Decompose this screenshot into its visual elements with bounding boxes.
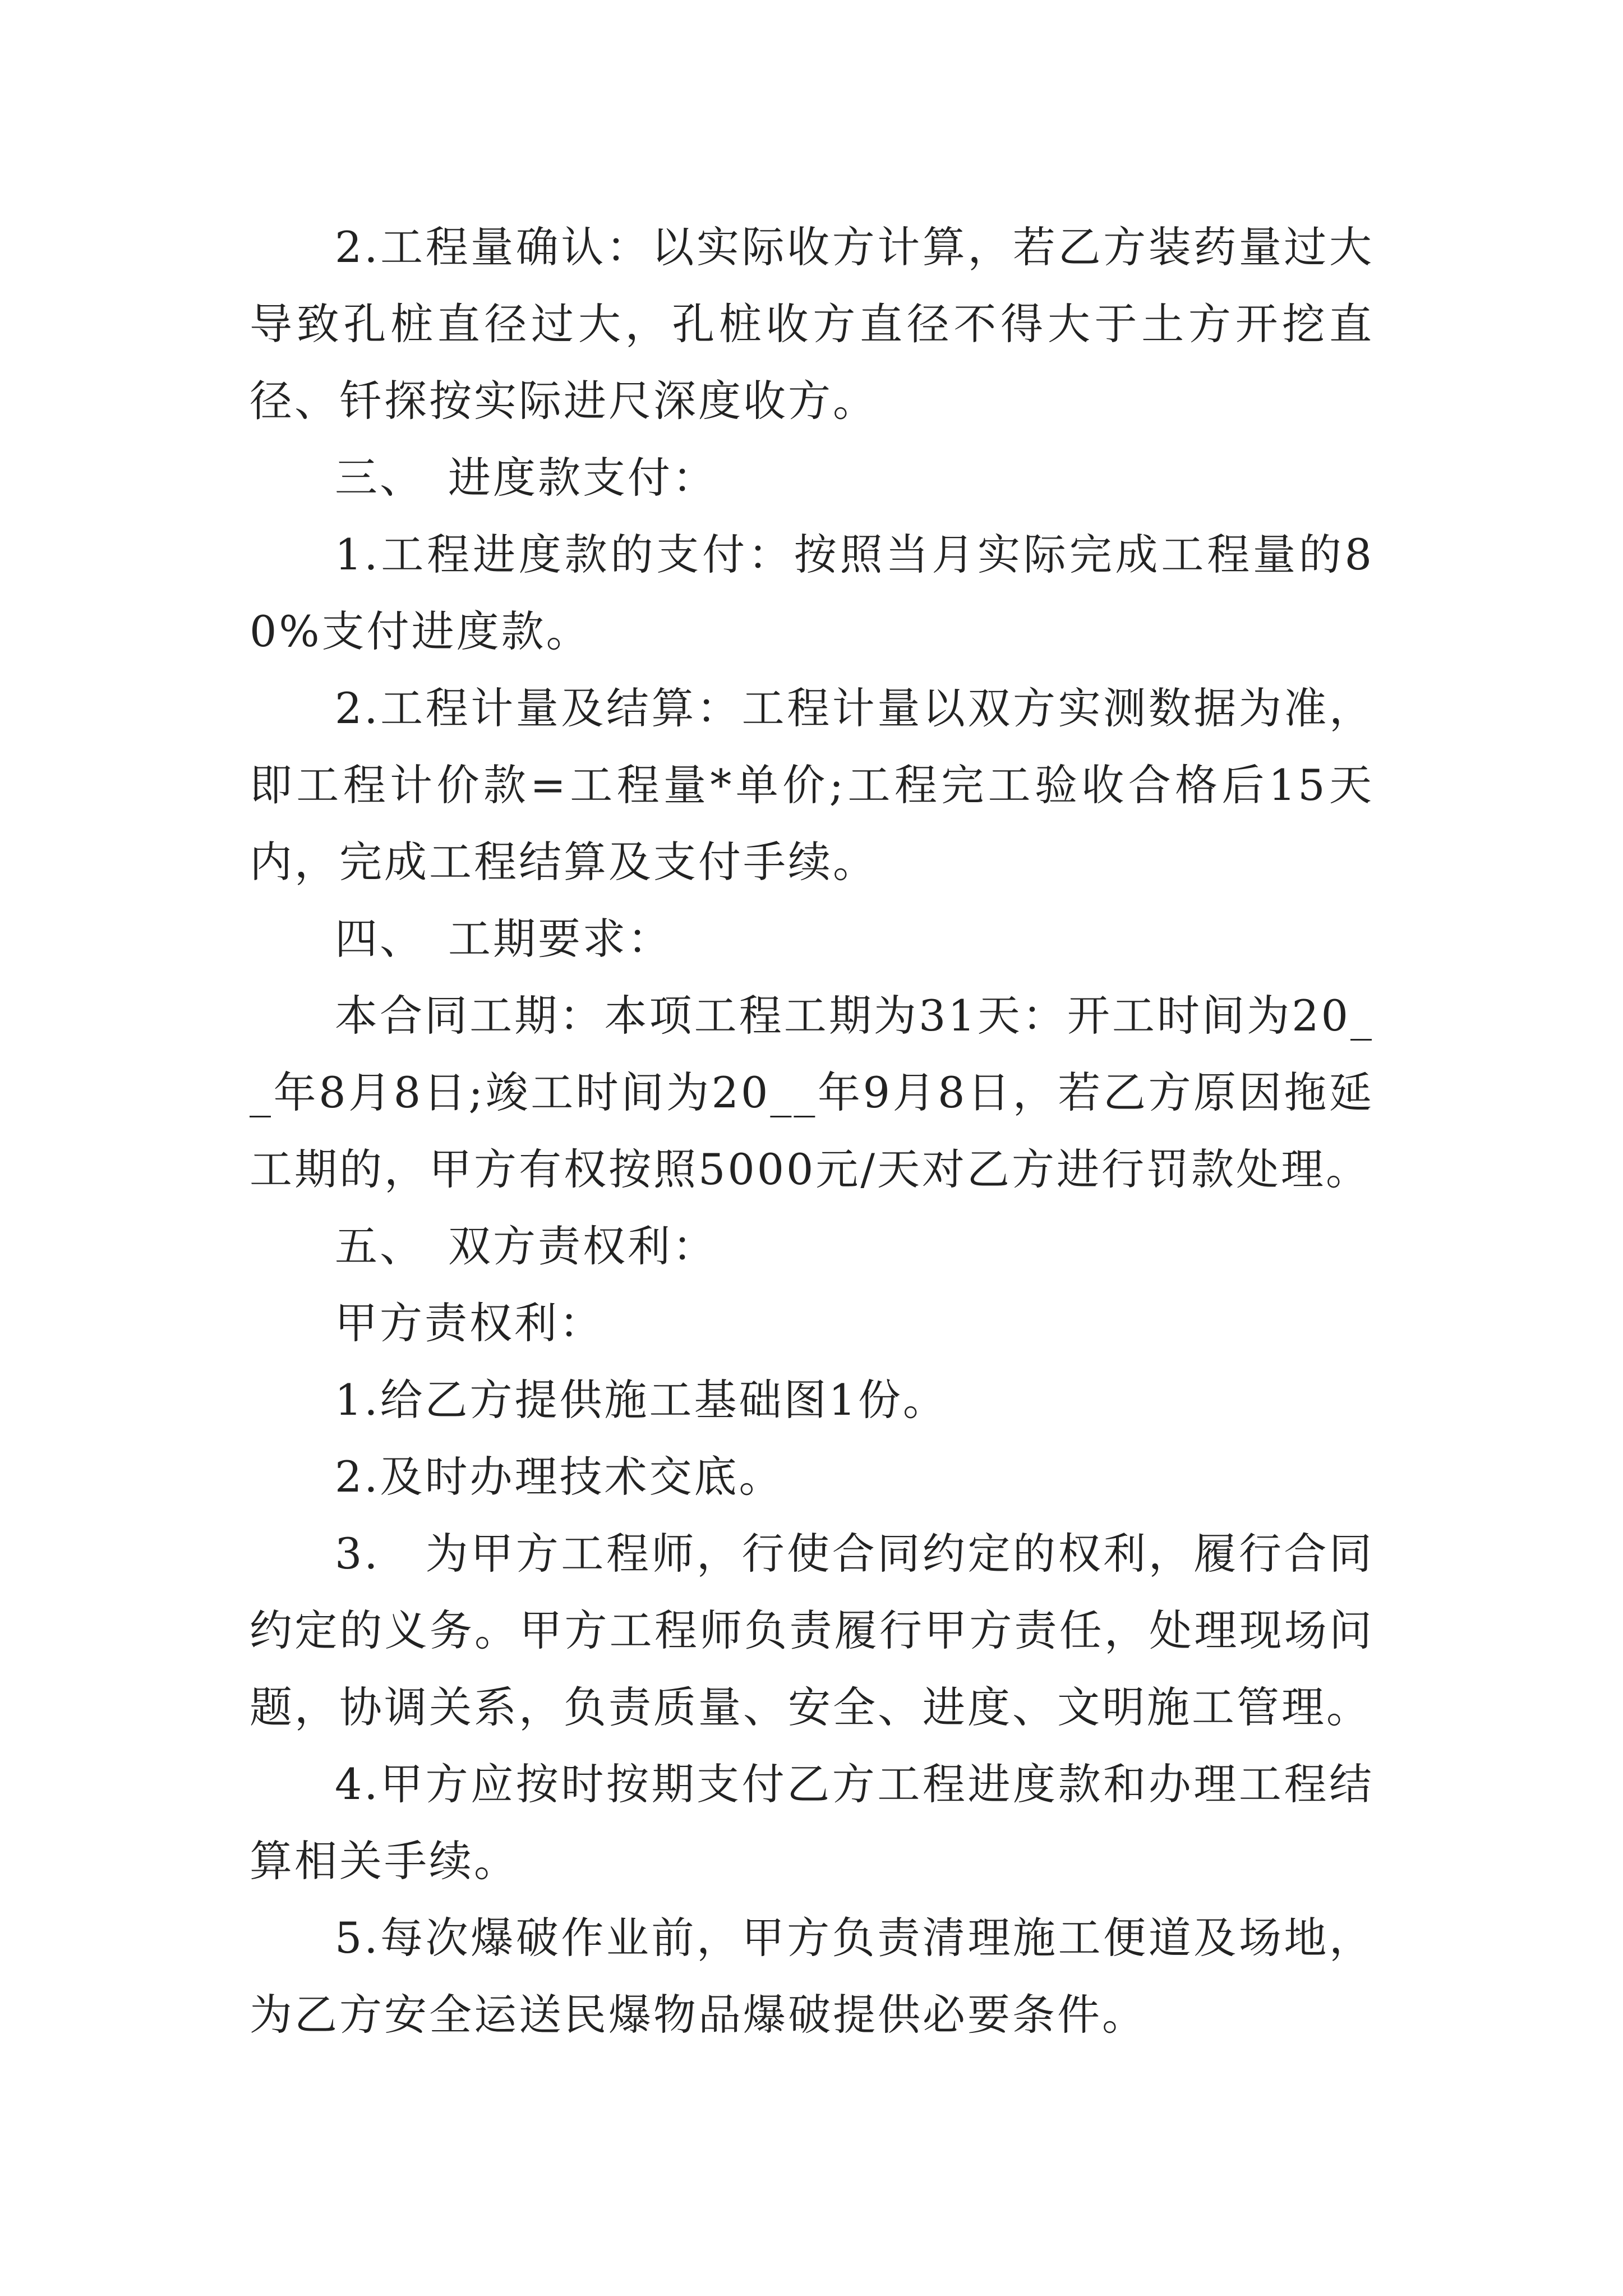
party-a-item-2: 2.及时办理技术交底。 xyxy=(335,1452,784,1502)
section-heading-rights-duties: 五、 双方责权利： xyxy=(335,1221,717,1271)
section-heading-schedule: 四、 工期要求： xyxy=(335,914,672,964)
clause-contract-period: 本合同工期：本项工程工期为31天：开工时间为20__年8月8日;竣工时间为20__年9月8日，若乙方原因拖延工期的，甲方有权按照5000元/天对乙方进行罚款处理。 xyxy=(250,991,1374,1194)
party-a-item-5: 5.每次爆破作业前，甲方负责清理施工便道及场地，为乙方安全运送民爆物品爆破提供必要条件。 xyxy=(250,1913,1374,2040)
clause-quantity-confirmation: 2.工程量确认：以实际收方计算，若乙方装药量过大导致孔桩直径过大，孔桩收方直径不得大于土方开挖直径、钎探按实际进尺深度收方。 xyxy=(250,222,1374,426)
clause-progress-payment: 1.工程进度款的支付：按照当月实际完成工程量的80%支付进度款。 xyxy=(250,530,1374,656)
party-a-item-1: 1.给乙方提供施工基础图1份。 xyxy=(335,1375,948,1425)
party-a-item-3: 3. 为甲方工程师，行使合同约定的权利，履行合同约定的义务。甲方工程师负责履行甲方责任，处理现场问题，协调关系，负责质量、安全、进度、文明施工管理。 xyxy=(250,1529,1374,1732)
party-a-item-4: 4.甲方应按时按期支付乙方工程进度款和办理工程结算相关手续。 xyxy=(250,1759,1374,1886)
section-heading-progress-payment: 三、 进度款支付： xyxy=(335,453,717,503)
subheading-party-a-rights: 甲方责权利： xyxy=(335,1298,604,1348)
document-body xyxy=(250,209,1374,2053)
clause-measurement-settlement: 2.工程计量及结算：工程计量以双方实测数据为准，即工程计价款=工程量*单价;工程完工验收合格后15天内，完成工程结算及支付手续。 xyxy=(250,683,1374,887)
